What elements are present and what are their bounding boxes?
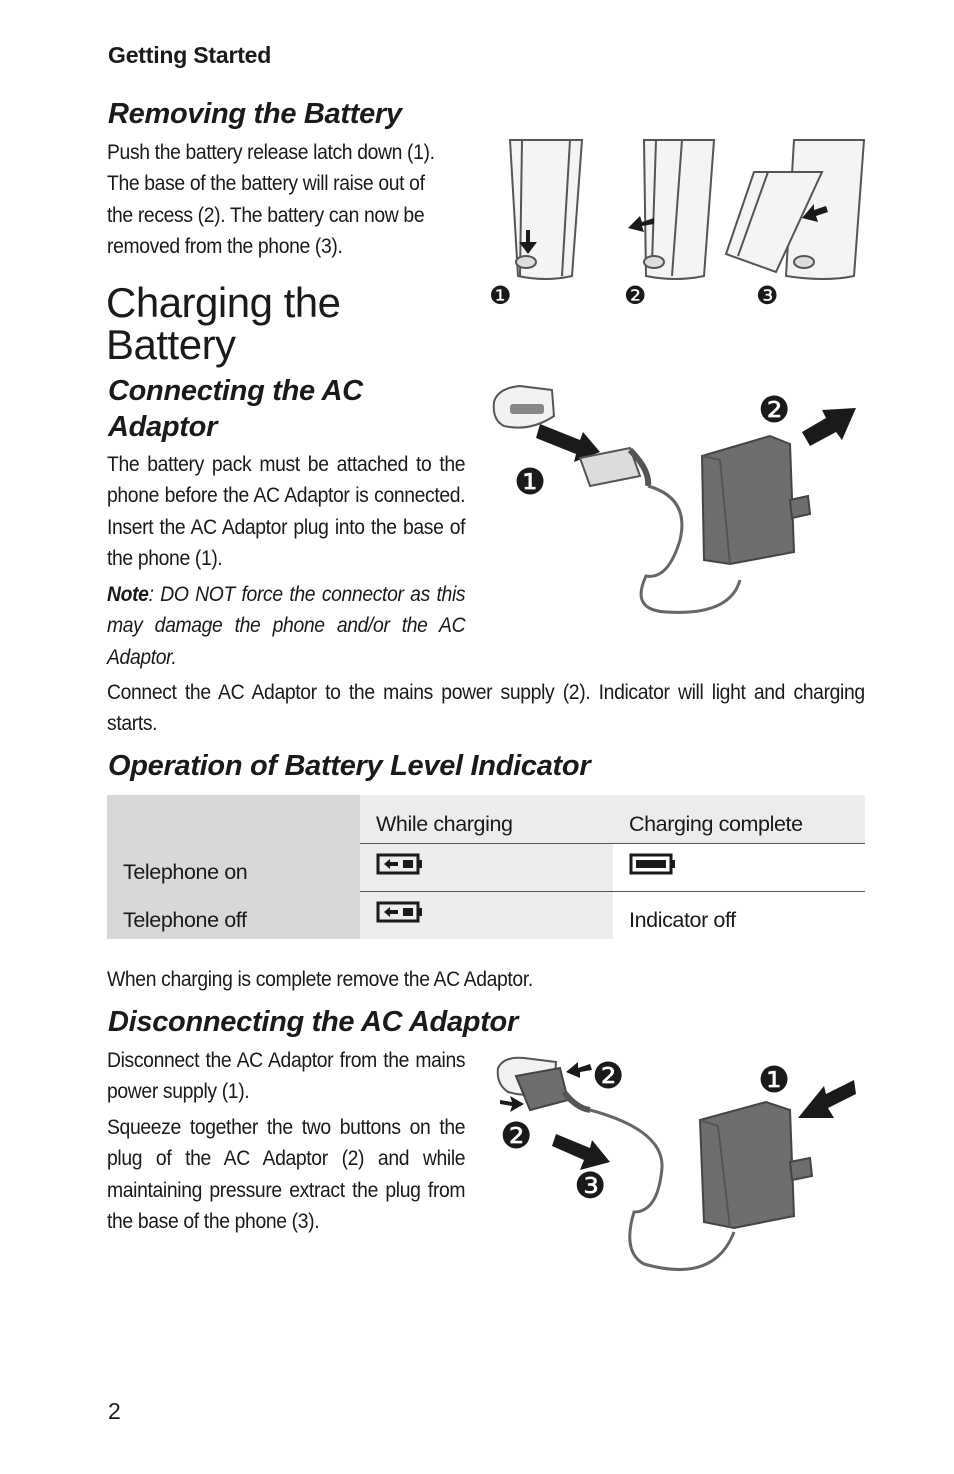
removing-line-3: the recess (2). The battery can now be bbox=[107, 202, 425, 227]
battery-indicator-table bbox=[107, 795, 865, 939]
disconnecting-paragraph-1: Disconnect the AC Adaptor from the mains power supply (1). bbox=[107, 1048, 466, 1104]
step-marker-2: ❷ bbox=[592, 1056, 625, 1097]
table-header-cell: While charging bbox=[360, 795, 613, 843]
page-number: 2 bbox=[108, 1398, 121, 1424]
arrow-down-left-icon bbox=[798, 1080, 856, 1118]
step-marker-2: ❷ bbox=[758, 390, 791, 431]
phone-bottom-1 bbox=[510, 140, 582, 279]
removing-line-2: The base of the battery will raise out of bbox=[107, 171, 425, 196]
note-text: : DO NOT force the connector as this may damage the phone and/or the AC Adaptor. bbox=[107, 582, 466, 669]
section-header: Getting Started bbox=[108, 42, 272, 68]
removing-battery-title: Removing the Battery bbox=[108, 98, 402, 130]
charging-title-line-1: Charging the bbox=[106, 279, 341, 326]
charging-title bbox=[106, 279, 341, 368]
battery-charging-icon bbox=[376, 900, 424, 924]
note-label: Note bbox=[107, 582, 149, 606]
removing-line-1: Push the battery release latch down (1). bbox=[107, 140, 435, 164]
removing-line-4: removed from the phone (3). bbox=[107, 233, 343, 258]
phone-bottom-3 bbox=[726, 140, 864, 279]
charging-title-line-2: Battery bbox=[106, 321, 236, 368]
indicator-after-text: When charging is complete remove the AC Adaptor. bbox=[107, 967, 533, 991]
step-marker-1: ❶ bbox=[489, 281, 512, 310]
table-header-cell: Charging complete bbox=[613, 795, 865, 843]
arrow-up-right-icon bbox=[802, 408, 856, 446]
disconnecting-title: Disconnecting the AC Adaptor bbox=[108, 1006, 518, 1038]
phone-base bbox=[494, 386, 554, 428]
row-label: Telephone on bbox=[107, 843, 360, 891]
table-header-row bbox=[107, 795, 865, 843]
indicator-title: Operation of Battery Level Indicator bbox=[108, 750, 591, 782]
connecting-paragraph-2: Connect the AC Adaptor to the mains power supply (2). Indicator will light and charging starts. bbox=[107, 680, 865, 736]
charging-cell bbox=[360, 891, 613, 939]
step-marker-1: ❶ bbox=[514, 462, 547, 503]
connecting-title-line-2: Adaptor bbox=[108, 411, 218, 443]
connecting-title bbox=[108, 373, 363, 445]
complete-cell bbox=[613, 843, 865, 891]
step-marker-2: ❷ bbox=[624, 281, 647, 310]
ac-adaptor-disconnect-figure bbox=[494, 1052, 866, 1284]
ac-adaptor-connect-figure bbox=[490, 380, 866, 620]
charging-cell bbox=[360, 843, 613, 891]
squeeze-arrow-icon bbox=[566, 1062, 592, 1078]
connecting-note bbox=[107, 579, 465, 673]
step-marker-1: ❶ bbox=[758, 1060, 791, 1101]
step-marker-2: ❷ bbox=[500, 1116, 533, 1157]
phone-bottom-2 bbox=[644, 140, 714, 279]
row-label: Telephone off bbox=[107, 891, 360, 939]
connecting-paragraph: The battery pack must be attached to the phone before the AC Adaptor is connected. Insert the AC Adaptor plug into the base of the phone (1). bbox=[107, 452, 466, 570]
table-header-cell bbox=[107, 795, 360, 843]
battery-full-icon bbox=[629, 852, 677, 876]
battery-removal-figure bbox=[486, 136, 866, 311]
disconnecting-paragraph-2: Squeeze together the two buttons on the plug of the AC Adaptor (2) and while maintaining pressure extract the plug from the base of the phone (3). bbox=[107, 1115, 466, 1233]
table-row bbox=[107, 843, 865, 891]
power-adaptor bbox=[700, 1102, 812, 1228]
power-adaptor bbox=[702, 436, 810, 564]
squeeze-arrow-icon bbox=[500, 1096, 524, 1112]
table-row bbox=[107, 891, 865, 939]
battery-charging-icon bbox=[376, 852, 424, 876]
removing-battery-text bbox=[107, 137, 449, 262]
step-marker-3: ❸ bbox=[574, 1166, 607, 1207]
complete-cell: Indicator off bbox=[613, 891, 865, 939]
arrow-down-right-icon bbox=[552, 1134, 610, 1170]
connecting-title-line-1: Connecting the AC bbox=[108, 375, 363, 407]
step-marker-3: ❸ bbox=[756, 281, 779, 310]
